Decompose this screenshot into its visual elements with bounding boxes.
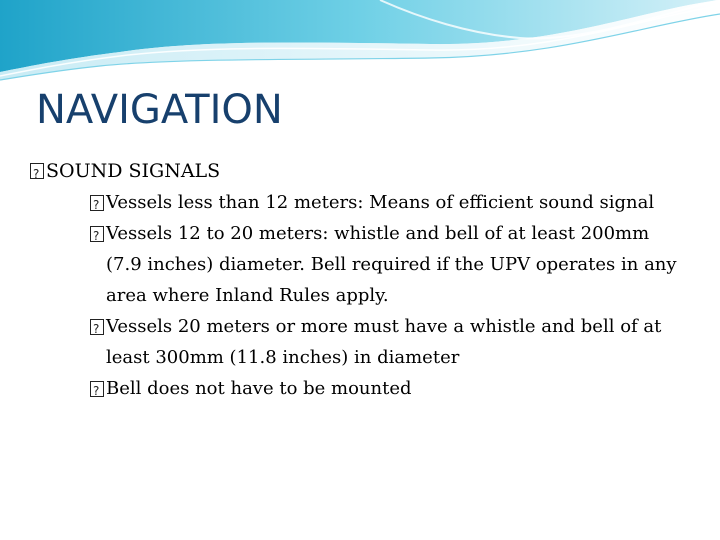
missing-glyph-bullet-icon — [90, 226, 104, 242]
missing-glyph-bullet-icon — [90, 381, 104, 397]
bullet-item — [90, 187, 680, 218]
slide-content — [30, 155, 680, 404]
bullet-text: Vessels less than 12 meters: Means of efficient sound signal — [106, 192, 655, 213]
bullet-text: Bell does not have to be mounted — [106, 378, 412, 399]
bullet-item — [90, 373, 680, 404]
wave-header-decoration — [0, 0, 720, 90]
slide-title: NAVIGATION — [36, 87, 283, 133]
missing-glyph-bullet-icon — [90, 195, 104, 211]
bullet-text: Vessels 20 meters or more must have a whistle and bell of at least 300mm (11.8 inches) in diameter — [106, 316, 662, 368]
bullet-text: Vessels 12 to 20 meters: whistle and bell of at least 200mm (7.9 inches) diameter. Bell required if the UPV operates in any area where Inland Rules apply. — [106, 223, 677, 306]
bullet-item — [90, 218, 680, 311]
missing-glyph-bullet-icon — [90, 319, 104, 335]
bullet-sound-signals — [30, 155, 680, 187]
bullet-item — [90, 311, 680, 373]
missing-glyph-bullet-icon — [30, 163, 44, 179]
heading-text: SOUND SIGNALS — [46, 160, 221, 182]
